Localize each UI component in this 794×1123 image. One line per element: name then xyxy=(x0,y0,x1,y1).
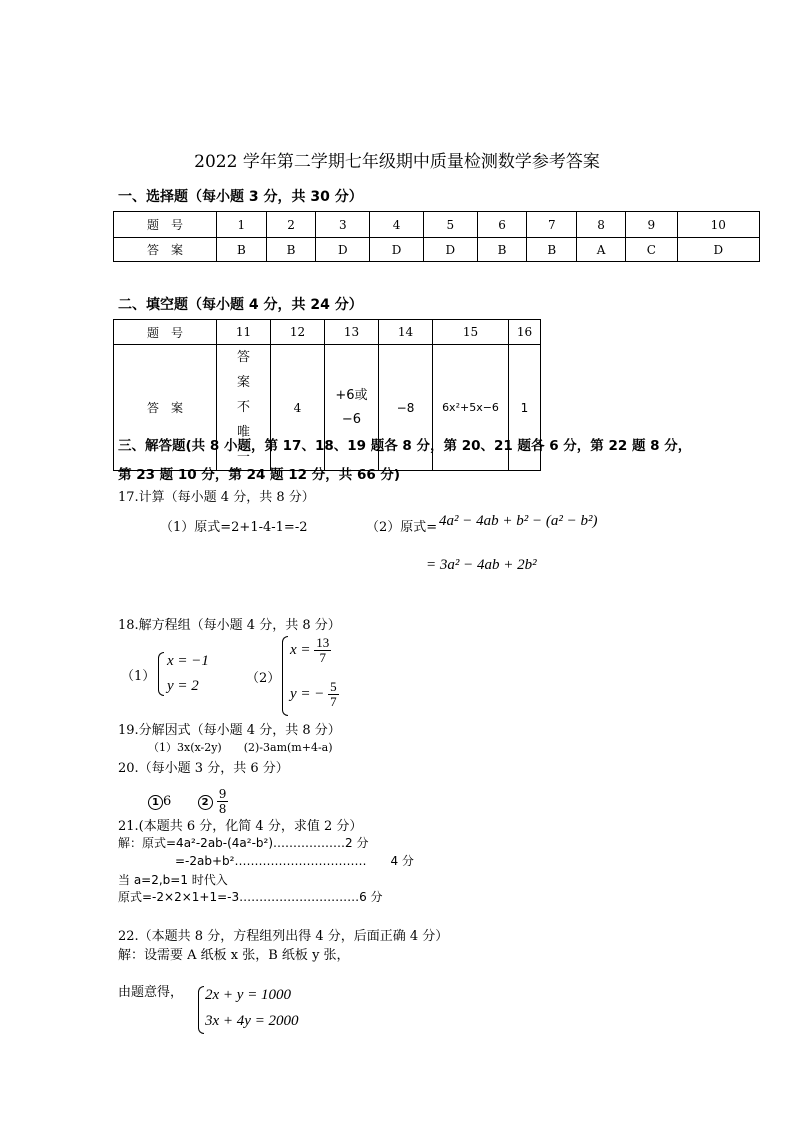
answer-cell: D xyxy=(316,238,370,262)
denominator: 7 xyxy=(319,650,327,665)
q18-part1-x: x = −1 xyxy=(167,653,209,669)
answer-cell: −8 xyxy=(379,345,433,471)
q22-title: 22.（本题共 8 分，方程组列出得 4 分，后面正确 4 分） xyxy=(118,929,449,944)
q18-part1-brace xyxy=(158,652,164,696)
question-number: 14 xyxy=(379,320,433,345)
answer-cell: B xyxy=(477,238,527,262)
q18-part2-label: （2） xyxy=(246,671,281,686)
question-number: 13 xyxy=(325,320,379,345)
circled-number-2: 2 xyxy=(198,795,213,810)
question-number: 3 xyxy=(316,212,370,238)
q21-line3: 当 a=2,b=1 时代入 xyxy=(118,873,228,887)
answer-cell: A xyxy=(577,238,626,262)
numerator: 9 xyxy=(218,787,227,801)
answer-cell: 6x²+5x−6 xyxy=(433,345,509,471)
fraction xyxy=(217,787,229,816)
row-label-answer: 答 案 xyxy=(114,238,217,262)
answer-cell: 答案不唯一 xyxy=(217,345,271,471)
page-title: 2022 学年第二学期七年级期中质量检测数学参考答案 xyxy=(194,152,600,172)
question-number: 8 xyxy=(577,212,626,238)
q20-answers xyxy=(148,787,228,816)
q21-title: 21.(本题共 6 分，化简 4 分，求值 2 分） xyxy=(118,819,363,834)
numerator: 5 xyxy=(330,679,337,694)
q18-part2-x xyxy=(290,636,331,665)
q21-line4: 原式=-2×2×1+1=-3…………………………6 分 xyxy=(118,890,383,904)
answer-cell: +6或−6 xyxy=(325,345,379,471)
q20-title: 20.（每小题 3 分，共 6 分） xyxy=(118,761,289,776)
q17-title: 17.计算（每小题 4 分，共 8 分） xyxy=(118,490,315,505)
fraction xyxy=(314,636,331,665)
q20-answer1: 6 xyxy=(163,794,172,809)
q22-line1: 解：设需要 A 纸板 x 张，B 纸板 y 张， xyxy=(118,948,350,963)
answer-cell: D xyxy=(423,238,477,262)
question-number: 7 xyxy=(527,212,577,238)
q17-part2-result: = 3a² − 4ab + 2b² xyxy=(426,557,537,573)
question-number: 11 xyxy=(217,320,271,345)
question-number: 2 xyxy=(266,212,316,238)
question-number: 9 xyxy=(626,212,678,238)
question-number: 5 xyxy=(423,212,477,238)
q18-part1-label: （1） xyxy=(121,669,156,684)
denominator: 7 xyxy=(330,694,337,709)
q18-part2-brace xyxy=(282,636,288,716)
q21-line1: 解：原式=4a²-2ab-(4a²-b²)………………2 分 xyxy=(118,836,369,850)
numerator: 13 xyxy=(316,635,330,650)
question-number: 4 xyxy=(370,212,424,238)
section3-heading-line1: 三、解答题(共 8 小题，第 17、18、19 题各 8 分，第 20、21 题各 6 分，第 22 题 8 分， xyxy=(118,438,692,454)
choice-answer-table xyxy=(113,211,760,262)
q19-title: 19.分解因式（每小题 4 分，共 8 分） xyxy=(118,723,341,738)
q21-line2: =-2ab+b²…………………………… 4 分 xyxy=(175,854,414,868)
circled-number-1: 1 xyxy=(148,795,163,810)
q18-part1-y: y = 2 xyxy=(167,678,199,694)
q17-part1: （1）原式=2+1-4-1=-2 xyxy=(160,520,308,535)
row-label-answer: 答 案 xyxy=(114,345,217,471)
question-number: 6 xyxy=(477,212,527,238)
section1-heading: 一、选择题（每小题 3 分，共 30 分） xyxy=(118,189,363,205)
answer-cell: B xyxy=(266,238,316,262)
question-number: 10 xyxy=(677,212,759,238)
question-number: 1 xyxy=(217,212,267,238)
q19-answers: （1）3x(x-2y) (2)-3am(m+4-a) xyxy=(148,741,333,754)
q18-part2-y xyxy=(290,680,339,709)
row-label-number: 题 号 xyxy=(114,212,217,238)
row-label-number: 题 号 xyxy=(114,320,217,345)
q18-part2-x-lhs: x = xyxy=(290,641,311,658)
q18-title: 18.解方程组（每小题 4 分，共 8 分） xyxy=(118,618,341,633)
answer-cell: D xyxy=(370,238,424,262)
q22-line2: 由题意得， xyxy=(118,985,184,1000)
answer-cell: C xyxy=(626,238,678,262)
q22-equation1: 2x + y = 1000 xyxy=(205,987,292,1003)
question-number: 12 xyxy=(271,320,325,345)
answer-cell: 4 xyxy=(271,345,325,471)
q22-equation2: 3x + 4y = 2000 xyxy=(205,1013,299,1029)
denominator: 8 xyxy=(218,802,227,816)
q17-part2-expression: 4a² − 4ab + b² − (a² − b²) xyxy=(439,513,598,529)
question-number: 15 xyxy=(433,320,509,345)
answer-cell: B xyxy=(217,238,267,262)
fraction xyxy=(328,680,339,709)
answer-cell: 1 xyxy=(509,345,541,471)
section3-heading-line2: 第 23 题 10 分，第 24 题 12 分，共 66 分) xyxy=(118,467,401,483)
answer-cell: B xyxy=(527,238,577,262)
q18-part2-y-lhs: y = − xyxy=(290,685,325,702)
q22-system-brace xyxy=(198,986,204,1034)
answer-cell: D xyxy=(677,238,759,262)
q17-part2-label: （2）原式= xyxy=(366,520,438,535)
section2-heading: 二、填空题（每小题 4 分，共 24 分） xyxy=(118,297,363,313)
question-number: 16 xyxy=(509,320,541,345)
